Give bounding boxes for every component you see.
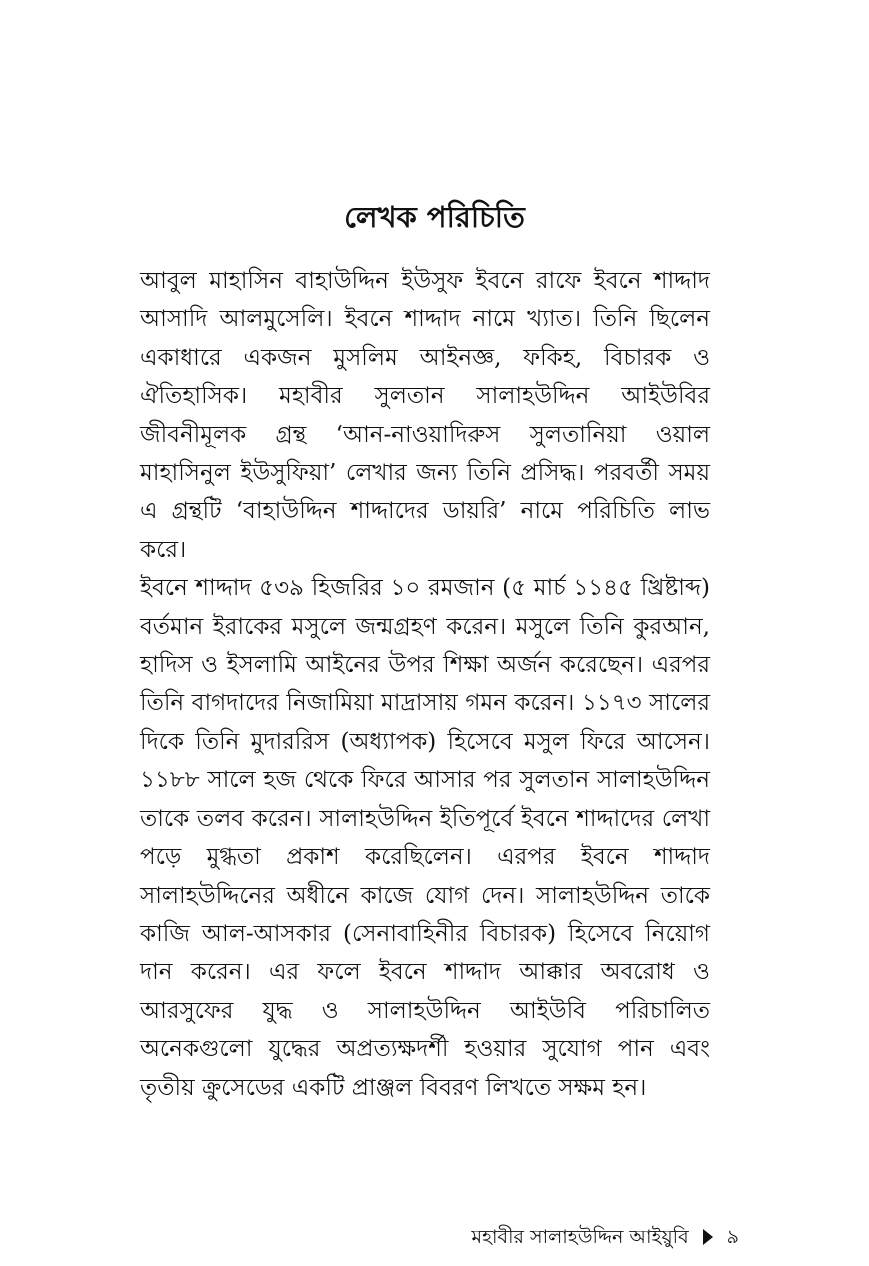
page-number: ৯ <box>726 1226 739 1248</box>
body-text <box>140 262 710 1107</box>
paragraph: আবুল মাহাসিন বাহাউদ্দিন ইউসুফ ইবনে রাফে ইবনে শাদ্দাদ আসাদি আলমুসেলি। ইবনে শাদ্দাদ নামে খ্যাত। তিনি ছিলেন একাধারে একজন মুসলিম আইনজ্ঞ, ফকিহ, বিচারক ও ঐতিহাসিক। মহাবীর সুলতান সালাহউদ্দিন আইউবির জীবনীমূলক গ্রন্থ ‘আন-নাওয়াদিরুস সুলতানিয়া ওয়াল মাহাসিনুল ইউসুফিয়া’ লেখার জন্য তিনি প্রসিদ্ধ। পরবর্তী সময় এ গ্রন্থটি ‘বাহাউদ্দিন শাদ্দাদের ডায়রি’ নামে পরিচিতি লাভ করে। <box>140 268 710 563</box>
paragraph: ইবনে শাদ্দাদ ৫৩৯ হিজরির ১০ রমজান (৫ মার্চ ১১৪৫ খ্রিষ্টাব্দ) বর্তমান ইরাকের মসুলে জন্মগ্রহণ করেন। মসুলে তিনি কুরআন, হাদিস ও ইসলামি আইনের উপর শিক্ষা অর্জন করেছেন। এরপর তিনি বাগদাদের নিজামিয়া মাদ্রাসায় গমন করেন। ১১৭৩ সালের দিকে তিনি মুদাররিস (অধ্যাপক) হিসেবে মসুল ফিরে আসেন। ১১৮৮ সালে হজ থেকে ফিরে আসার পর সুলতান সালাহউদ্দিন তাকে তলব করেন। সালাহউদ্দিন ইতিপূর্বে ইবনে শাদ্দাদের লেখা পড়ে মুগ্ধতা প্রকাশ করেছিলেন। এরপর ইবনে শাদ্দাদ সালাহউদ্দিনের অধীনে কাজে যোগ দেন। সালাহউদ্দিন তাকে কাজি আল-আসকার (সেনাবাহিনীর বিচারক) হিসেবে নিয়োগ দান করেন। এর ফলে ইবনে শাদ্দাদ আক্কার অবরোধ ও আরসুফের যুদ্ধ ও সালাহউদ্দিন আইউবি পরিচালিত অনেকগুলো যুদ্ধের অপ্রত্যক্ষদর্শী হওয়ার সুযোগ পান এবং তৃতীয় ক্রুসেডের একটি প্রাঞ্জল বিবরণ লিখতে সক্ষম হন। <box>140 575 710 1101</box>
running-footer <box>471 1222 739 1252</box>
triangle-right-icon <box>703 1229 713 1245</box>
footer-book-title: মহাবীর সালাহউদ্দিন আইয়ুবি <box>471 1226 689 1248</box>
page-title: লেখক পরিচিতি <box>344 200 525 234</box>
